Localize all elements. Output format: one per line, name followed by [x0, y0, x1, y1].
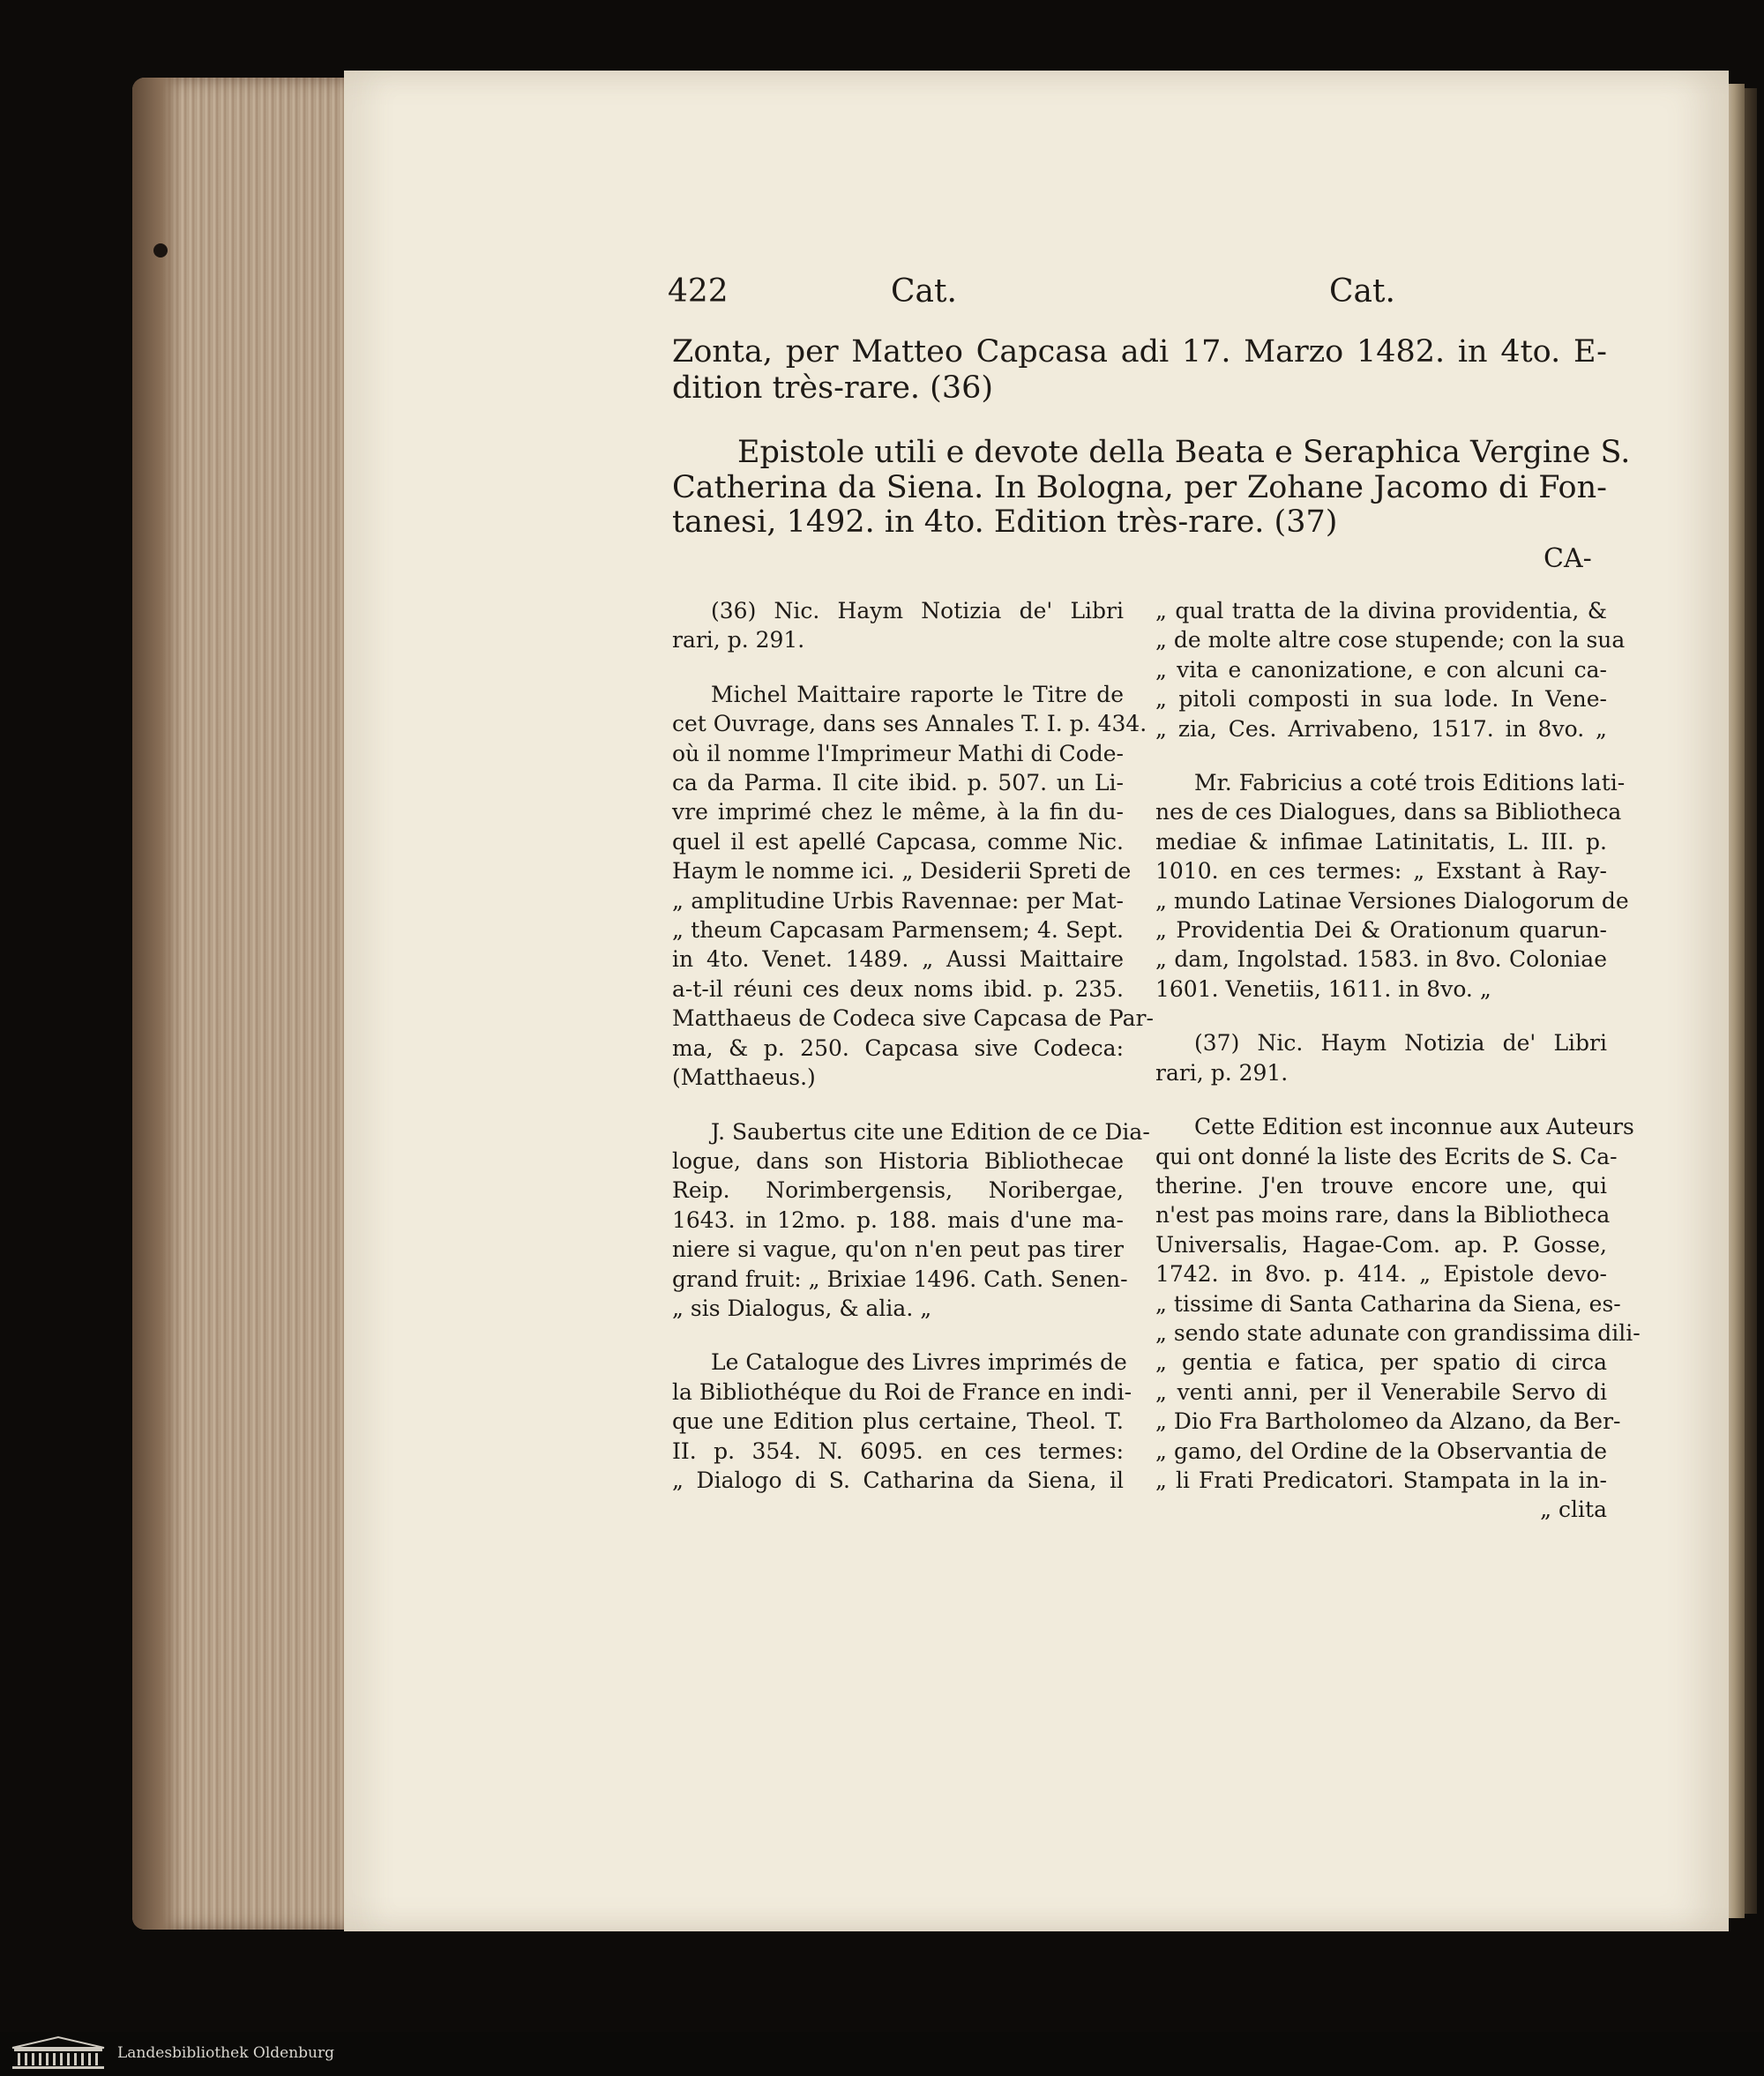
facing-page-shadow — [1745, 88, 1757, 1914]
paragraph-fabricius: Mr. Fabricius a coté trois Editions lati- nes de ces Dialogues, dans sa Bibliotheca mediae & infimae Latinitatis, L. III. p. 1010. en ces termes: „ Exstant à Ray- „ mundo Latinae Versiones Dialogorum de „ Providentia Dei & Orationum quarun- „ dam, Ingolstad. 1583. in 8vo. Coloniae 1601. Venetiis, 1611. in 8vo. „ — [1155, 770, 1629, 1002]
footnote-36: (36) Nic. Haym Notizia de' Libri rari, p. 291. — [672, 598, 1124, 653]
running-header-right: Cat. — [1329, 273, 1395, 310]
page-number: 422 — [668, 273, 729, 310]
entry-37-line-2: Catherina da Siena. In Bologna, per Zohane Jacomo di Fon- — [672, 470, 1607, 505]
entry-37-line-1: Epistole utili e devote della Beata e Seraphica Vergine S. — [737, 435, 1631, 470]
paragraph-edition: Cette Edition est inconnue aux Auteurs qui ont donné la liste des Ecrits de S. Ca- therine. J'en trouve encore une, qui n'est pas moins rare, dans la Bibliotheca Universalis, Hagae-Com. ap. P. Gosse, 1742. in 8vo. p. 414. „ Epistole devo- „ tissime di Santa Catharina da Siena, es- „ sendo state adunate con grandissima dili- „ gentia e fatica, per spatio di circa „ venti anni, per il Venerabile Servo di „ Dio Fra Bartholomeo da Alzano, da Ber- „ gamo, del Ordine de la Observantia de „ li Frati Predicatori. Stampata in la in- — [1155, 1114, 1641, 1493]
library-name: Landesbibliothek Oldenburg — [117, 2044, 335, 2062]
entry-36-line-1: Zonta, per Matteo Capcasa adi 17. Marzo 1482. in 4to. E- — [672, 334, 1607, 370]
paragraph-saubertus: J. Saubertus cite une Edition de ce Dia- logue, dans son Historia Bibliothecae Reip. Norimbergensis, Noribergae, 1643. in 12mo. p. 188. mais d'une ma- niere si vague, qu'on n'en peut pas tirer grand fruit: „ Brixiae 1496. Cath. Senen- „ sis Dialogus, & alia. „ — [672, 1118, 1150, 1321]
entry-36-line-2: dition très-rare. (36) — [672, 370, 994, 406]
paragraph-catalogue: Le Catalogue des Livres imprimés de la Bibliothéque du Roi de France en indi- que une Edition plus certaine, Theol. T. II. p. 354. N. 6095. en ces termes: „ Dialogo di S. Catharina da Siena, il — [672, 1349, 1132, 1493]
spine-hole — [153, 243, 168, 258]
book-spine — [132, 78, 181, 1930]
catchword-bottom: „ clita — [1540, 1497, 1607, 1523]
footnote-37: (37) Nic. Haym Notizia de' Libri rari, p. 291. — [1155, 1030, 1607, 1086]
library-building-icon — [9, 2035, 108, 2071]
right-column — [1155, 596, 1641, 1525]
catchword-top: CA- — [1544, 543, 1592, 574]
paragraph-maittaire: Michel Maittaire raporte le Titre de cet Ouvrage, dans ses Annales T. I. p. 434. où il nomme l'Imprimeur Mathi di Code- ca da Parma. Il cite ibid. p. 507. un Li- vre imprimé chez le même, à la fin du- quel il est apellé Capcasa, comme Nic. Haym le nomme ici. „ Desiderii Spreti de „ amplitudine Urbis Ravennae: per Mat- „ theum Capcasam Parmensem; 4. Sept. in 4to. Venet. 1489. „ Aussi Maittaire a-t-il réuni ces deux noms ibid. p. 235. Matthaeus de Codeca sive Capcasa de Par- ma, & p. 250. Capcasa sive Codeca: (Matthaeus.) — [672, 681, 1154, 1091]
paragraph-continued: „ qual tratta de la divina providentia, & „ de molte altre cose stupende; con la sua „ vita e canonizatione, e con alcuni ca- „ pitoli composti in sua lode. In Vene- „ zia, Ces. Arrivabeno, 1517. in 8vo. „ — [1155, 598, 1626, 742]
entry-37-line-3: tanesi, 1492. in 4to. Edition très-rare. (37) — [672, 504, 1338, 540]
left-column — [672, 596, 1154, 1520]
running-header-left: Cat. — [891, 273, 957, 310]
